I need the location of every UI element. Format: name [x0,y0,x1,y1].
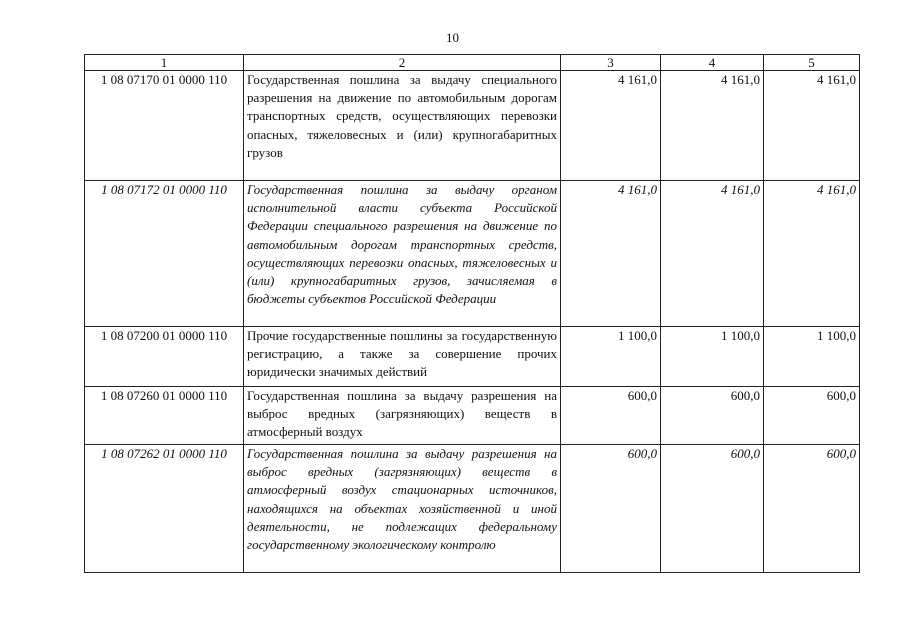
page-number: 10 [446,30,459,45]
table-row [85,327,860,387]
table-row [85,71,860,181]
amount-col3: 4 161,0 [561,181,661,327]
column-header-3: 3 [561,55,661,71]
table-header-row [85,55,860,71]
amount-col4: 4 161,0 [661,71,764,181]
classification-code: 1 08 07262 01 0000 110 [85,445,244,573]
amount-col4: 1 100,0 [661,327,764,387]
revenue-description: Государственная пошлина за выдачу специального разрешения на движение по автомобильным дорогам транспортных средств, осуществляющих перевозки опасных, тяжеловесных и (или) крупногабаритных грузов [244,71,561,181]
amount-col5: 600,0 [764,445,860,573]
table-row [85,181,860,327]
table-row [85,445,860,573]
classification-code: 1 08 07170 01 0000 110 [85,71,244,181]
revenue-description: Государственная пошлина за выдачу разрешения на выброс вредных (загрязняющих) веществ в атмосферный воздух стационарных источников, находящихся на объектах хозяйственной и иной деятельности, не подлежащих федеральному государственному экологическому контролю [244,445,561,573]
revenue-description: Государственная пошлина за выдачу разрешения на выброс вредных (загрязняющих) веществ в атмосферный воздух [244,387,561,445]
column-header-2: 2 [244,55,561,71]
amount-col5: 1 100,0 [764,327,860,387]
amount-col5: 600,0 [764,387,860,445]
amount-col4: 600,0 [661,445,764,573]
amount-col4: 600,0 [661,387,764,445]
classification-code: 1 08 07172 01 0000 110 [85,181,244,327]
classification-code: 1 08 07260 01 0000 110 [85,387,244,445]
column-header-4: 4 [661,55,764,71]
amount-col3: 600,0 [561,387,661,445]
amount-col3: 1 100,0 [561,327,661,387]
amount-col4: 4 161,0 [661,181,764,327]
revenue-description: Прочие государственные пошлины за государственную регистрацию, а также за совершение прочих юридически значимых действий [244,327,561,387]
amount-col3: 600,0 [561,445,661,573]
amount-col5: 4 161,0 [764,71,860,181]
classification-code: 1 08 07200 01 0000 110 [85,327,244,387]
column-header-5: 5 [764,55,860,71]
table-row [85,387,860,445]
revenue-description: Государственная пошлина за выдачу органом исполнительной власти субъекта Российской Федерации специального разрешения на движение по автомобильным дорогам транспортных средств, осуществляющих перевозки опасных, тяжеловесных и (или) крупногабаритных грузов, зачисляемая в бюджеты субъектов Российской Федерации [244,181,561,327]
budget-table [84,54,860,573]
amount-col5: 4 161,0 [764,181,860,327]
column-header-1: 1 [85,55,244,71]
amount-col3: 4 161,0 [561,71,661,181]
